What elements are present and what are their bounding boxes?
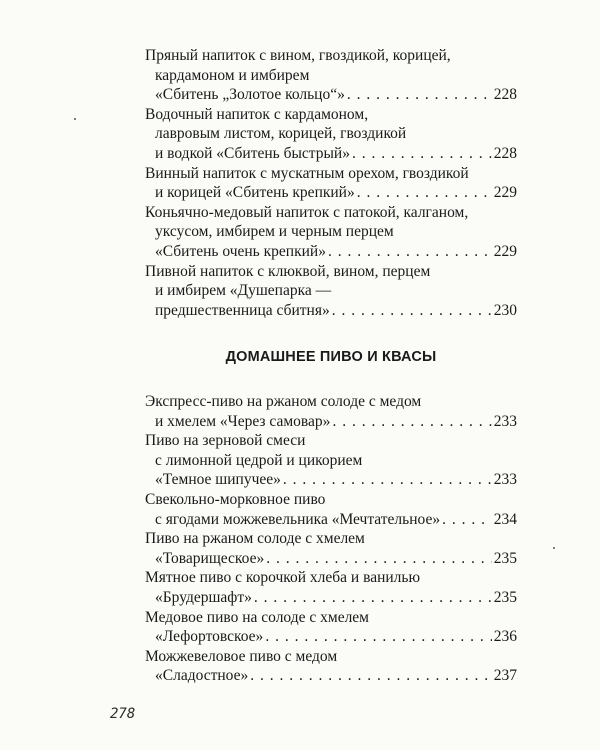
toc-entry <box>145 105 517 164</box>
entry-last-line <box>145 412 517 432</box>
toc-entry <box>145 608 517 647</box>
folio-page-number: 278 <box>110 706 136 722</box>
page-number: 236 <box>493 628 517 646</box>
entry-line: «Темное шипучее» <box>155 471 281 489</box>
entry-last-line <box>145 242 517 262</box>
entry-line: «Сладостное» <box>155 667 249 685</box>
entry-line: Пивной напиток с клюквой, вином, перцем <box>145 262 431 280</box>
leader-dots <box>352 144 492 164</box>
page-number: 229 <box>493 242 517 260</box>
entry-last-line <box>145 549 517 569</box>
entry-line: Мятное пиво с корочкой хлеба и ванилью <box>145 569 421 587</box>
scan-speck <box>74 118 76 120</box>
entry-last-line <box>145 183 517 203</box>
entry-line: Пиво на зерновой смеси <box>145 432 306 450</box>
toc-entry <box>145 647 517 686</box>
leader-dots <box>347 85 492 105</box>
entry-line: «Сбитень „Золотое кольцо“» <box>155 86 345 104</box>
page-number: 228 <box>493 86 517 104</box>
entry-last-line <box>145 85 517 105</box>
toc-entry <box>145 392 517 431</box>
page-number: 233 <box>493 471 517 489</box>
leader-dots <box>254 588 492 608</box>
leader-dots <box>283 470 492 490</box>
leader-dots <box>265 627 491 647</box>
entry-line: Пряный напиток с вином, гвоздикой, корицей, <box>145 47 451 64</box>
entry-line: с ягодами можжевельника «Мечтательное» <box>155 510 441 528</box>
entry-last-line <box>145 470 517 490</box>
leader-dots <box>357 183 492 203</box>
entry-line: Экспресс-пиво на ржаном солоде с медом <box>145 393 422 410</box>
entry-line: Винный напиток с мускатным орехом, гвоздикой <box>145 164 469 182</box>
entry-last-line <box>145 144 517 164</box>
page-number: 229 <box>493 184 517 202</box>
toc-list-lower <box>145 392 517 686</box>
section-heading: ДОМАШНЕЕ ПИВО И КВАСЫ <box>225 349 437 365</box>
entry-line: с лимонной цедрой и цикорием <box>155 451 363 469</box>
entry-line: и имбирем «Душепарка — <box>155 282 332 300</box>
entry-line: уксусом, имбирем и черным перцем <box>155 223 394 241</box>
page-number: 228 <box>493 144 517 162</box>
page-number: 233 <box>493 412 517 430</box>
leader-dots <box>332 301 492 321</box>
entry-line: и корицей «Сбитень крепкий» <box>155 184 355 202</box>
entry-line: предшественница сбитня» <box>155 301 330 319</box>
leader-dots <box>442 510 492 530</box>
page-number: 237 <box>493 667 517 685</box>
entry-line: «Сбитень очень крепкий» <box>155 242 326 260</box>
entry-line: Можжевеловое пиво с медом <box>145 647 338 665</box>
toc-entry <box>145 431 517 490</box>
toc-entry <box>145 568 517 607</box>
entry-line: «Брудершафт» <box>155 588 252 606</box>
scan-speck <box>553 547 555 549</box>
page-number: 235 <box>493 588 517 606</box>
entry-line: и хмелем «Через самовар» <box>155 412 331 430</box>
leader-dots <box>266 549 492 569</box>
toc-entry <box>145 164 517 203</box>
entry-line: «Товарищеское» <box>155 549 265 567</box>
toc-list-upper <box>145 46 517 320</box>
page-number: 230 <box>493 301 517 319</box>
entry-line: Водочный напиток с кардамоном, <box>145 105 369 123</box>
entry-line: лавровым листом, корицей, гвоздикой <box>155 125 407 143</box>
toc-entry <box>145 529 517 568</box>
entry-line: «Лефортовское» <box>155 628 264 646</box>
toc-entry <box>145 262 517 321</box>
entry-line: и водкой «Сбитень быстрый» <box>155 144 350 162</box>
page-number: 234 <box>493 510 517 528</box>
toc-entry <box>145 490 517 529</box>
toc-entry <box>145 203 517 262</box>
entry-line: Коньячно-медовый напиток с патокой, калганом, <box>145 203 469 221</box>
entry-last-line <box>145 666 517 686</box>
entry-line: кардамоном и имбирем <box>155 66 310 84</box>
entry-last-line <box>145 301 517 321</box>
leader-dots <box>250 666 492 686</box>
entry-line: Медовое пиво на солоде с хмелем <box>145 608 369 626</box>
leader-dots <box>328 242 492 262</box>
entry-line: Свекольно-морковное пиво <box>145 490 326 508</box>
entry-line: Пиво на ржаном солоде с хмелем <box>145 530 365 548</box>
entry-last-line <box>145 588 517 608</box>
toc-entry <box>145 46 517 105</box>
page-number: 235 <box>493 549 517 567</box>
entry-last-line <box>145 510 517 530</box>
entry-last-line <box>145 627 517 647</box>
leader-dots <box>332 412 491 432</box>
